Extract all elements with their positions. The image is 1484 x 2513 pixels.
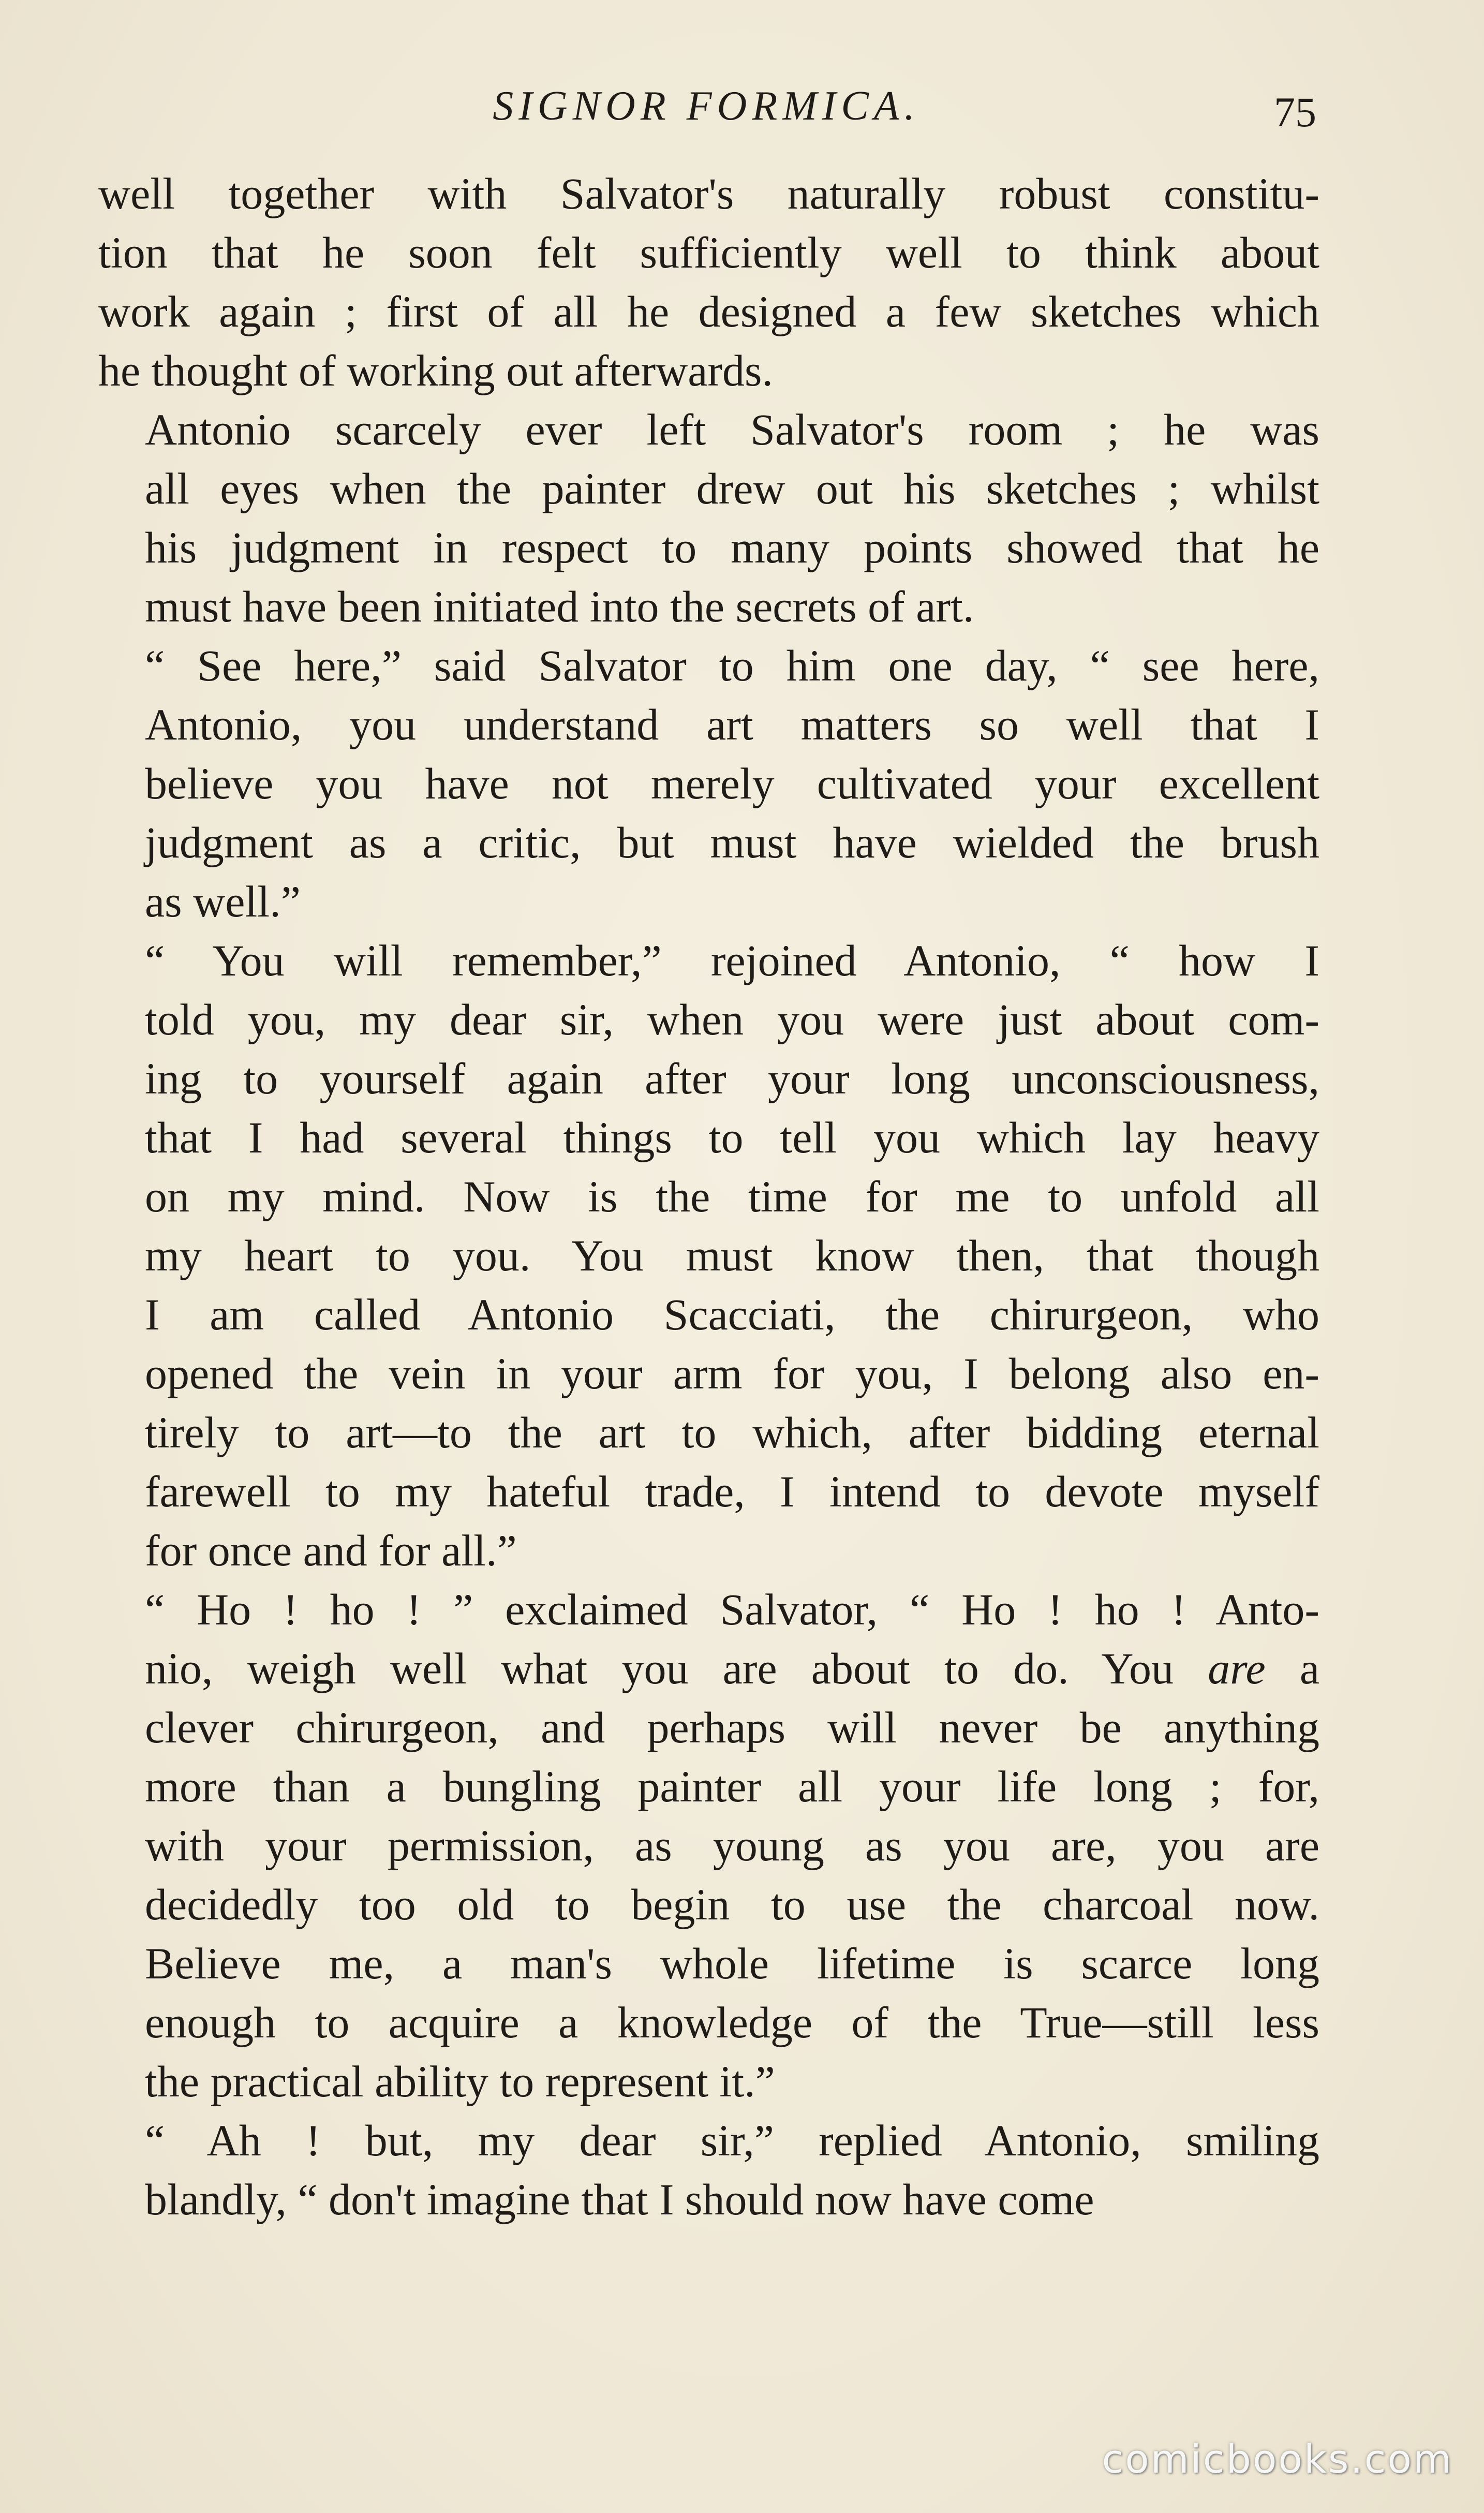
text-line: more than a bungling painter all your life long ; for, bbox=[145, 1762, 1319, 1811]
text-line: must have been initiated into the secrets of art. bbox=[145, 582, 974, 631]
text-line: Antonio scarcely ever left Salvator's room ; he was bbox=[145, 405, 1319, 454]
text-line: believe you have not merely cultivated your excellent bbox=[145, 759, 1319, 808]
text-line: ing to yourself again after your long unconsciousness, bbox=[145, 1054, 1319, 1103]
text-line: for once and for all.” bbox=[145, 1526, 517, 1575]
watermark: comicbooks.com bbox=[1102, 2436, 1453, 2482]
text-line: that I had several things to tell you which lay heavy bbox=[145, 1113, 1319, 1162]
paragraph bbox=[98, 2111, 1319, 2229]
text-line: tirely to art—to the art to which, after bidding eternal bbox=[145, 1408, 1319, 1457]
running-title: SIGNOR FORMICA. bbox=[493, 83, 920, 129]
text-line: “ You will remember,” rejoined Antonio, “ how I bbox=[145, 936, 1319, 985]
text-line: “ Ah ! but, my dear sir,” replied Antonio, smiling bbox=[145, 2116, 1319, 2165]
text-line: with your permission, as young as you are, you are bbox=[145, 1821, 1319, 1870]
text-line: the practical ability to represent it.” bbox=[145, 2057, 775, 2106]
text-line: told you, my dear sir, when you were just about com- bbox=[145, 995, 1319, 1044]
text-line: as well.” bbox=[145, 877, 301, 926]
text-line: tion that he soon felt sufficiently well to think about bbox=[98, 228, 1319, 277]
text-line: Believe me, a man's whole lifetime is scarce long bbox=[145, 1939, 1319, 1988]
text-line: all eyes when the painter drew out his sketches ; whilst bbox=[145, 464, 1319, 513]
text-line: his judgment in respect to many points showed that he bbox=[145, 523, 1319, 572]
page-number: 75 bbox=[1274, 88, 1316, 136]
text-line: “ See here,” said Salvator to him one day, “ see here, bbox=[145, 641, 1319, 690]
text-line: he thought of working out afterwards. bbox=[98, 346, 774, 395]
text-line: “ Ho ! ho ! ” exclaimed Salvator, “ Ho ! ho ! Anto- bbox=[145, 1585, 1319, 1634]
paragraph bbox=[98, 164, 1319, 400]
text-line: judgment as a critic, but must have wielded the brush bbox=[145, 818, 1319, 867]
text-line: Antonio, you understand art matters so well that I bbox=[145, 700, 1319, 749]
paragraph bbox=[98, 1580, 1319, 2111]
text-line: blandly, “ don't imagine that I should now have come bbox=[145, 2175, 1094, 2224]
text-line: clever chirurgeon, and perhaps will never be anything bbox=[145, 1703, 1319, 1752]
body-text bbox=[98, 164, 1319, 2229]
text-line: farewell to my hateful trade, I intend to devote myself bbox=[145, 1467, 1319, 1516]
running-head bbox=[0, 78, 1484, 135]
text-line: opened the vein in your arm for you, I belong also en- bbox=[145, 1349, 1319, 1398]
text-line: my heart to you. You must know then, that though bbox=[145, 1231, 1319, 1280]
text-line: well together with Salvator's naturally robust constitu- bbox=[98, 169, 1319, 218]
text-line: enough to acquire a knowledge of the True—still less bbox=[145, 1998, 1319, 2047]
paragraph bbox=[98, 931, 1319, 1580]
text-line: decidedly too old to begin to use the charcoal now. bbox=[145, 1880, 1319, 1929]
text-line: I am called Antonio Scacciati, the chirurgeon, who bbox=[145, 1290, 1319, 1339]
text-line: on my mind. Now is the time for me to unfold all bbox=[145, 1172, 1319, 1221]
text-line: nio, weigh well what you are about to do. You are a bbox=[145, 1644, 1320, 1693]
text-line: work again ; first of all he designed a few sketches which bbox=[98, 287, 1319, 336]
paragraph bbox=[98, 400, 1319, 636]
paragraph bbox=[98, 636, 1319, 931]
